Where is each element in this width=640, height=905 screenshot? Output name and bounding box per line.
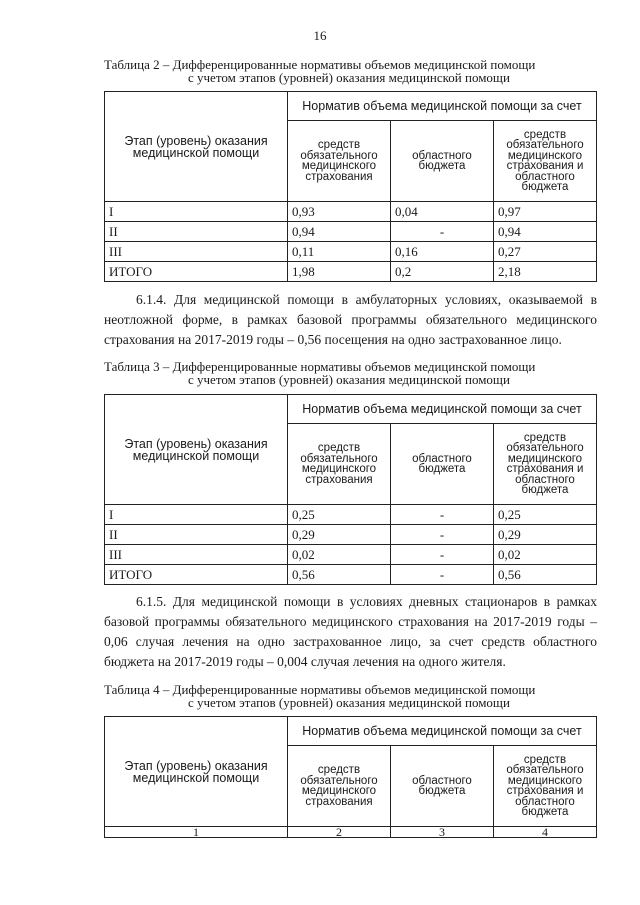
table2-header-normative: Норматив объема медицинской помощи за счет <box>288 92 597 121</box>
cell-oms: 0,02 <box>288 545 391 565</box>
cell-budget: - <box>391 565 494 585</box>
cell-budget: 0,2 <box>391 262 494 282</box>
cell-stage: III <box>105 242 288 262</box>
table4-header-both: средств обязательного медицинского страхования и областного бюджета <box>494 746 597 827</box>
page-number: 16 <box>313 28 327 43</box>
table4-header-oms: средств обязательного медицинского страхования <box>288 746 391 827</box>
cell-total: 0,25 <box>494 505 597 525</box>
table3-header-stage: Этап (уровень) оказания медицинской помощи <box>105 395 288 505</box>
table4-header-normative: Норматив объема медицинской помощи за счет <box>288 717 597 746</box>
cell-stage: II <box>105 525 288 545</box>
table3-header-normative: Норматив объема медицинской помощи за счет <box>288 395 597 424</box>
table2-header-stage: Этап (уровень) оказания медицинской помощи <box>105 92 288 202</box>
table2 <box>104 91 597 282</box>
table3-caption <box>104 360 604 386</box>
column-number: 1 <box>105 827 288 838</box>
table2-caption-line1: Таблица 2 – Дифференцированные нормативы объемов медицинской помощи <box>104 57 536 72</box>
cell-stage: I <box>105 202 288 222</box>
table2-caption-line2: с учетом этапов (уровней) оказания медицинской помощи <box>188 70 510 85</box>
table2-header-both: средств обязательного медицинского страхования и областного бюджета <box>494 121 597 202</box>
column-number: 2 <box>288 827 391 838</box>
cell-total: 0,97 <box>494 202 597 222</box>
table-row <box>105 827 597 838</box>
table2-header-budget: областного бюджета <box>391 121 494 202</box>
cell-stage: ИТОГО <box>105 262 288 282</box>
table-row <box>105 565 597 585</box>
table3-caption-line1: Таблица 3 – Дифференцированные нормативы объемов медицинской помощи <box>104 359 536 374</box>
cell-total: 0,29 <box>494 525 597 545</box>
table4 <box>104 716 597 838</box>
cell-stage: ИТОГО <box>105 565 288 585</box>
table3-header-budget: областного бюджета <box>391 424 494 505</box>
table3-header-both: средств обязательного медицинского страхования и областного бюджета <box>494 424 597 505</box>
cell-budget: - <box>391 545 494 565</box>
cell-oms: 0,25 <box>288 505 391 525</box>
cell-total: 0,94 <box>494 222 597 242</box>
table4-header-budget: областного бюджета <box>391 746 494 827</box>
table-row <box>105 262 597 282</box>
table-row <box>105 545 597 565</box>
cell-stage: II <box>105 222 288 242</box>
cell-oms: 0,56 <box>288 565 391 585</box>
paragraph-6-1-5: 6.1.5. Для медицинской помощи в условиях дневных стационаров в рамках базовой программы обязательного медицинского страхования на 2017-2019 годы – 0,06 случая лечения на одно застрахованное лицо, за счет средств областного бюджета на 2017-2019 годы – 0,004 случая лечения на одного жителя. <box>104 594 597 669</box>
table-row <box>105 505 597 525</box>
cell-oms: 0,94 <box>288 222 391 242</box>
table4-caption-line1: Таблица 4 – Дифференцированные нормативы объемов медицинской помощи <box>104 682 536 697</box>
cell-oms: 1,98 <box>288 262 391 282</box>
table2-caption <box>104 58 604 84</box>
cell-budget: - <box>391 222 494 242</box>
cell-stage: III <box>105 545 288 565</box>
table-row <box>105 202 597 222</box>
table3-caption-line2: с учетом этапов (уровней) оказания медицинской помощи <box>188 372 510 387</box>
cell-budget: - <box>391 525 494 545</box>
paragraph-6-1-4: 6.1.4. Для медицинской помощи в амбулаторных условиях, оказываемой в неотложной форме, в рамках базовой программы обязательного медицинского страхования на 2017-2019 годы – 0,56 посещения на одно застрахованное лицо. <box>104 292 597 347</box>
column-number: 4 <box>494 827 597 838</box>
table4-caption-line2: с учетом этапов (уровней) оказания медицинской помощи <box>188 695 510 710</box>
table3-header-oms: средств обязательного медицинского страхования <box>288 424 391 505</box>
table2-header-oms: средств обязательного медицинского страхования <box>288 121 391 202</box>
table3 <box>104 394 597 585</box>
cell-budget: - <box>391 505 494 525</box>
cell-total: 0,02 <box>494 545 597 565</box>
table4-caption <box>104 683 604 709</box>
cell-budget: 0,16 <box>391 242 494 262</box>
cell-stage: I <box>105 505 288 525</box>
cell-oms: 0,93 <box>288 202 391 222</box>
cell-total: 0,27 <box>494 242 597 262</box>
cell-total: 0,56 <box>494 565 597 585</box>
cell-budget: 0,04 <box>391 202 494 222</box>
table-row <box>105 222 597 242</box>
table-row <box>105 242 597 262</box>
cell-oms: 0,29 <box>288 525 391 545</box>
table4-header-stage: Этап (уровень) оказания медицинской помощи <box>105 717 288 827</box>
cell-total: 2,18 <box>494 262 597 282</box>
table-row <box>105 525 597 545</box>
column-number: 3 <box>391 827 494 838</box>
cell-oms: 0,11 <box>288 242 391 262</box>
